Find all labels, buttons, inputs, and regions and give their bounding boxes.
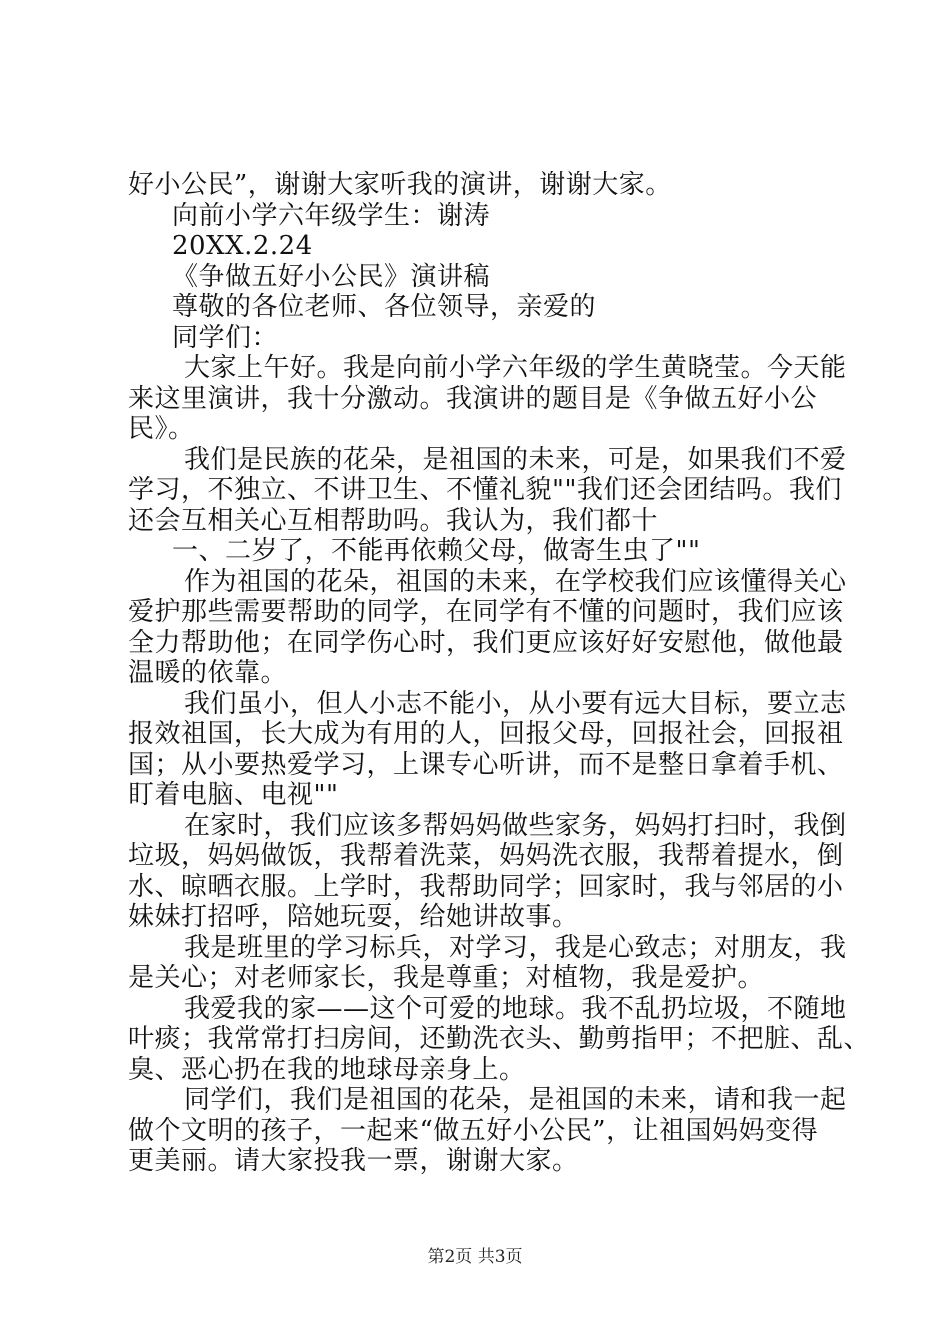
text-line: 我们是民族的花朵，是祖国的未来，可是，如果我们不爱	[184, 444, 847, 475]
text-line: 一、二岁了，不能再依赖父母，做寄生虫了""	[172, 536, 701, 566]
page-footer: 第2页 共3页	[427, 1247, 523, 1267]
text-line: 妹妹打招呼，陪她玩耍，给她讲故事。	[128, 902, 579, 932]
text-line: 向前小学六年级学生：谢涛	[172, 200, 491, 231]
text-line: 学习，不独立、不讲卫生、不懂礼貌""我们还会团结吗。我们	[128, 475, 842, 505]
text-line: 国；从小要热爱学习，上课专心听讲，而不是整日拿着手机、	[128, 749, 844, 780]
text-line: 叶痰；我常常打扫房间，还勤洗衣头、勤剪指甲；不把脏、乱、	[128, 1024, 871, 1054]
text-line: 尊敬的各位老师、各位领导，亲爱的	[172, 292, 597, 322]
text-line: 同学们：	[172, 322, 279, 353]
text-line: 报效祖国，长大成为有用的人，回报父母，回报社会，回报祖	[128, 719, 844, 749]
text-line: 垃圾，妈妈做饭，我帮着洗菜，妈妈洗衣服，我帮着提水，倒	[128, 841, 844, 871]
text-line: 在家时，我们应该多帮妈妈做些家务，妈妈打扫时，我倒	[184, 810, 847, 841]
text-line: 水、晾晒衣服。上学时，我帮助同学；回家时，我与邻居的小	[128, 871, 844, 902]
text-line: 还会互相关心互相帮助吗。我认为，我们都十	[128, 505, 659, 536]
text-line: 是关心；对老师家长，我是尊重；对植物，我是爱护。	[128, 963, 765, 993]
text-line: 更美丽。请大家投我一票，谢谢大家。	[128, 1146, 579, 1176]
text-line: 温暖的依靠。	[128, 658, 288, 688]
document-body	[128, 170, 871, 1177]
text-line: 爱护那些需要帮助的同学，在同学有不懂的问题时，我们应该	[128, 597, 844, 627]
text-line: 大家上午好。我是向前小学六年级的学生黄晓莹。今天能	[184, 353, 847, 383]
text-line: 来这里演讲，我十分激动。我演讲的题目是《争做五好小公	[128, 383, 818, 414]
text-line: 《争做五好小公民》演讲稿	[172, 261, 491, 292]
text-line: 同学们，我们是祖国的花朵，是祖国的未来，请和我一起	[184, 1085, 847, 1115]
text-line: 做个文明的孩子，一起来“做五好小公民”，让祖国妈妈变得	[128, 1115, 819, 1146]
text-line: 20XX.2.24	[172, 231, 313, 261]
text-line: 民》。	[128, 414, 195, 444]
text-line: 臭、恶心扔在我的地球母亲身上。	[128, 1054, 526, 1085]
text-line: 作为祖国的花朵，祖国的未来，在学校我们应该懂得关心	[184, 566, 847, 597]
text-line: 我们虽小，但人小志不能小，从小要有远大目标，要立志	[184, 688, 847, 719]
text-line: 我是班里的学习标兵，对学习，我是心致志；对朋友，我	[184, 932, 847, 963]
text-line: 我爱我的家——这个可爱的地球。我不乱扔垃圾，不随地	[184, 993, 847, 1024]
text-line: 盯着电脑、电视""	[128, 780, 339, 810]
text-line: 好小公民”，谢谢大家听我的演讲，谢谢大家。	[128, 170, 672, 200]
text-line: 全力帮助他；在同学伤心时，我们更应该好好安慰他，做他最	[128, 627, 844, 658]
